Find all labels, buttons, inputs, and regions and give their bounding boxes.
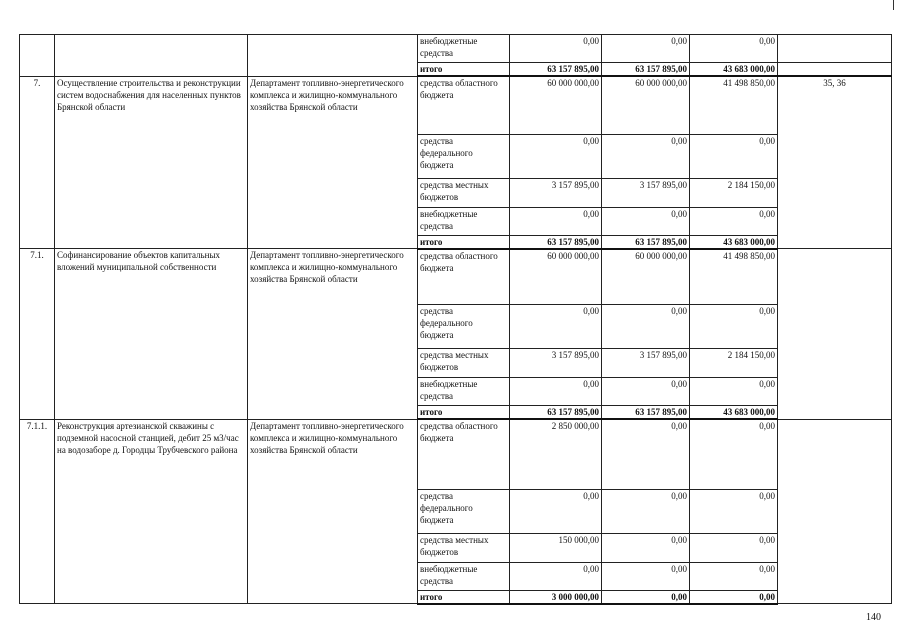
- name-cell: [55, 35, 248, 77]
- value-cell: 0,00: [602, 35, 690, 63]
- source-cell: внебюджетные средства: [418, 35, 510, 63]
- value-cell: 0,00: [602, 489, 690, 533]
- dept-cell: Департамент топливно-энергетического комплекса и жилищно-коммунального хозяйства Брянской области: [248, 419, 418, 604]
- value-cell: 0,00: [602, 305, 690, 349]
- page-number: 140: [866, 612, 881, 623]
- name-cell: Реконструкция артезианской скважины с подземной насосной станцией, дебит 25 м3/час на водозаборе д. Городцы Трубчевского района: [55, 419, 248, 604]
- value-cell: 0,00: [602, 207, 690, 235]
- source-cell: итого: [418, 406, 510, 420]
- value-cell: 3 157 895,00: [510, 178, 602, 207]
- name-cell: Софинансирование объектов капитальных вложений муниципальной собственности: [55, 249, 248, 420]
- value-cell: 0,00: [602, 419, 690, 489]
- value-cell: 0,00: [510, 207, 602, 235]
- source-cell: средства федерального бюджета: [418, 305, 510, 349]
- value-cell: 0,00: [690, 489, 778, 533]
- value-cell: 63 157 895,00: [602, 63, 690, 77]
- source-cell: внебюджетные средства: [418, 378, 510, 406]
- source-cell: средства областного бюджета: [418, 419, 510, 489]
- num-cell: 7.1.1.: [20, 419, 55, 604]
- value-cell: 0,00: [690, 562, 778, 590]
- value-cell: 63 157 895,00: [510, 235, 602, 249]
- value-cell: 0,00: [690, 419, 778, 489]
- value-cell: 60 000 000,00: [602, 249, 690, 305]
- value-cell: 0,00: [690, 35, 778, 63]
- table-row: [20, 35, 892, 63]
- value-cell: 0,00: [602, 378, 690, 406]
- value-cell: 41 498 850,00: [690, 76, 778, 134]
- value-cell: 63 157 895,00: [602, 235, 690, 249]
- value-cell: 3 157 895,00: [602, 349, 690, 378]
- value-cell: 3 000 000,00: [510, 590, 602, 604]
- value-cell: 0,00: [602, 533, 690, 562]
- budget-table: [19, 34, 892, 605]
- value-cell: 3 157 895,00: [510, 349, 602, 378]
- value-cell: 2 184 150,00: [690, 349, 778, 378]
- dept-cell: [248, 35, 418, 77]
- value-cell: 63 157 895,00: [602, 406, 690, 420]
- ref-cell: 35, 36: [778, 76, 892, 249]
- dept-cell: Департамент топливно-энергетического комплекса и жилищно-коммунального хозяйства Брянской области: [248, 249, 418, 420]
- source-cell: средства федерального бюджета: [418, 489, 510, 533]
- source-cell: средства местных бюджетов: [418, 533, 510, 562]
- value-cell: 0,00: [602, 590, 690, 604]
- value-cell: 41 498 850,00: [690, 249, 778, 305]
- table-row: [20, 249, 892, 305]
- value-cell: 0,00: [690, 378, 778, 406]
- value-cell: 0,00: [510, 134, 602, 178]
- value-cell: 0,00: [510, 562, 602, 590]
- source-cell: итого: [418, 590, 510, 604]
- value-cell: 2 850 000,00: [510, 419, 602, 489]
- value-cell: 0,00: [510, 378, 602, 406]
- scan-edge-mark: [893, 0, 894, 10]
- value-cell: 0,00: [690, 305, 778, 349]
- ref-cell: [778, 419, 892, 604]
- source-cell: итого: [418, 235, 510, 249]
- value-cell: 0,00: [602, 562, 690, 590]
- value-cell: 60 000 000,00: [602, 76, 690, 134]
- value-cell: 0,00: [510, 305, 602, 349]
- value-cell: 0,00: [510, 489, 602, 533]
- source-cell: средства областного бюджета: [418, 76, 510, 134]
- source-cell: итого: [418, 63, 510, 77]
- ref-cell: [778, 35, 892, 63]
- value-cell: 3 157 895,00: [602, 178, 690, 207]
- ref-cell: [778, 249, 892, 420]
- value-cell: 2 184 150,00: [690, 178, 778, 207]
- value-cell: 0,00: [690, 207, 778, 235]
- source-cell: средства федерального бюджета: [418, 134, 510, 178]
- value-cell: 0,00: [690, 590, 778, 604]
- source-cell: средства местных бюджетов: [418, 178, 510, 207]
- value-cell: 63 157 895,00: [510, 406, 602, 420]
- source-cell: средства местных бюджетов: [418, 349, 510, 378]
- num-cell: 7.1.: [20, 249, 55, 420]
- source-cell: средства областного бюджета: [418, 249, 510, 305]
- value-cell: 43 683 000,00: [690, 235, 778, 249]
- table-row: [20, 419, 892, 489]
- num-cell: 7.: [20, 76, 55, 249]
- name-cell: Осуществление строительства и реконструкции систем водоснабжения для населенных пунктов Брянской области: [55, 76, 248, 249]
- value-cell: 0,00: [690, 134, 778, 178]
- value-cell: 63 157 895,00: [510, 63, 602, 77]
- source-cell: внебюджетные средства: [418, 207, 510, 235]
- num-cell: [20, 35, 55, 77]
- value-cell: 43 683 000,00: [690, 63, 778, 77]
- value-cell: 0,00: [510, 35, 602, 63]
- value-cell: 0,00: [602, 134, 690, 178]
- value-cell: 150 000,00: [510, 533, 602, 562]
- source-cell: внебюджетные средства: [418, 562, 510, 590]
- value-cell: 60 000 000,00: [510, 249, 602, 305]
- value-cell: 0,00: [690, 533, 778, 562]
- value-cell: 43 683 000,00: [690, 406, 778, 420]
- table-row: [20, 76, 892, 134]
- ref-cell: [778, 63, 892, 77]
- dept-cell: Департамент топливно-энергетического комплекса и жилищно-коммунального хозяйства Брянской области: [248, 76, 418, 249]
- value-cell: 60 000 000,00: [510, 76, 602, 134]
